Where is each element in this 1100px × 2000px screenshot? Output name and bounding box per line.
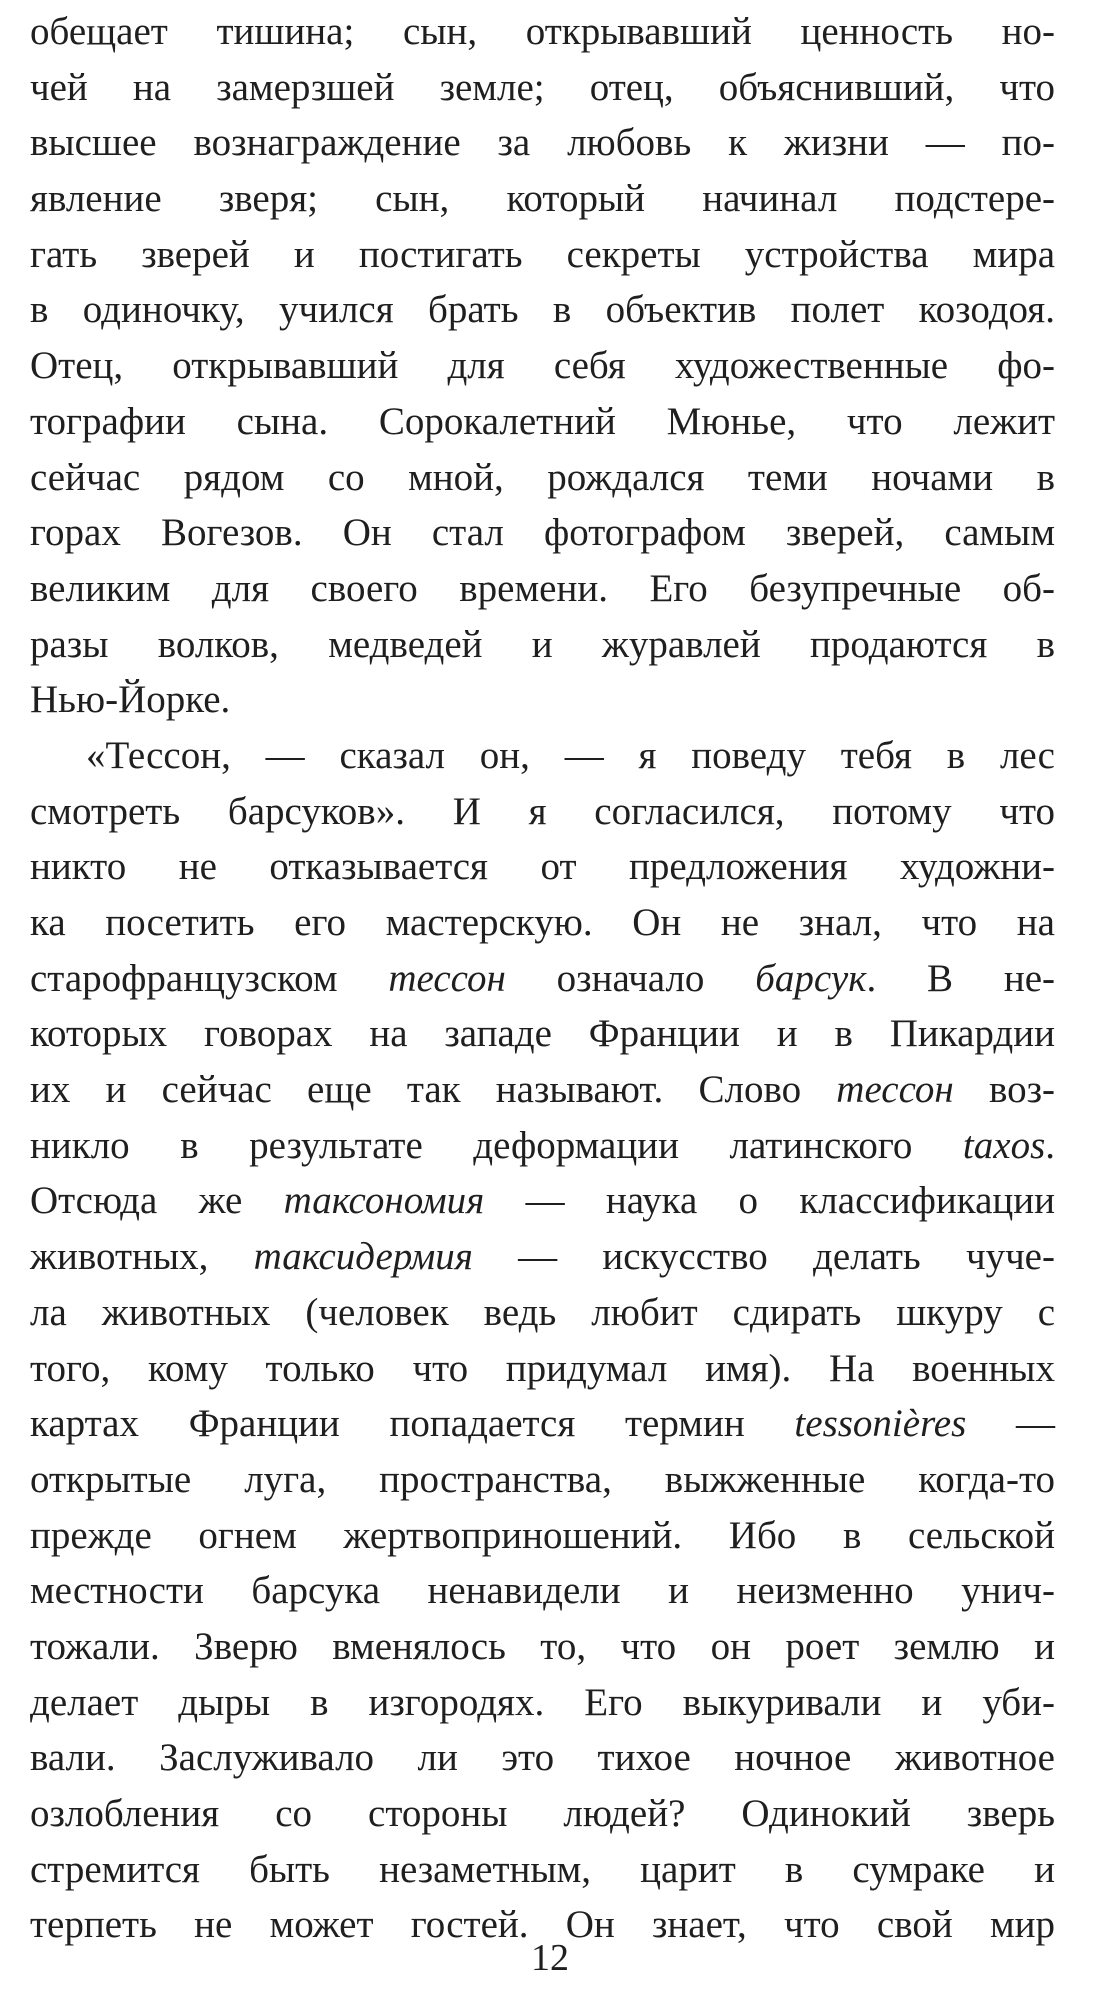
text-line: [30, 227, 1055, 283]
text-run: ла животных (человек ведь любит сдирать шкуру с: [30, 1290, 1055, 1334]
italic-term: барсук: [755, 956, 867, 1000]
text-line: [30, 1675, 1055, 1731]
body-text: [30, 4, 1055, 1953]
text-line: [30, 617, 1055, 673]
text-line: [30, 282, 1055, 338]
text-line: [30, 1730, 1055, 1786]
text-line: [30, 1786, 1055, 1842]
text-line: [30, 505, 1055, 561]
text-run: означало: [505, 956, 756, 1000]
italic-term: taxos: [962, 1123, 1046, 1167]
text-run: животных,: [30, 1235, 254, 1279]
text-run: тографии сына. Сорокалетний Мюнье, что лежит: [30, 399, 1055, 443]
italic-term: tessonières: [794, 1402, 967, 1446]
text-run: картах Франции попадается термин: [30, 1402, 795, 1446]
text-line: [30, 394, 1055, 450]
text-line: [30, 1006, 1055, 1062]
text-run: никто не отказывается от предложения художни-: [30, 845, 1055, 889]
text-line: [30, 1452, 1055, 1508]
text-line: [30, 450, 1055, 506]
text-run: .: [1045, 1123, 1055, 1167]
text-run: горах Вогезов. Он стал фотографом зверей, самым: [30, 511, 1055, 555]
text-run: местности барсука ненавидели и неизменно унич-: [30, 1569, 1055, 1613]
text-run: высшее вознаграждение за любовь к жизни — по-: [30, 121, 1055, 165]
text-run: «Тессон, — сказал он, — я поведу тебя в лес: [86, 733, 1055, 777]
text-run: которых говорах на западе Франции и в Пикардии: [30, 1012, 1055, 1056]
text-line: [30, 1118, 1055, 1174]
text-line: [30, 1229, 1055, 1285]
text-run: гать зверей и постигать секреты устройства мира: [30, 232, 1055, 276]
text-run: . В не-: [866, 956, 1055, 1000]
text-run: прежде огнем жертвоприношений. Ибо в сельской: [30, 1513, 1055, 1557]
text-run: Нью-Йорке.: [30, 678, 231, 722]
text-line: [30, 60, 1055, 116]
text-run: обещает тишина; сын, открывавший ценность но-: [30, 10, 1055, 53]
text-line: [30, 171, 1055, 227]
text-line: [30, 1173, 1055, 1229]
text-line: [30, 784, 1055, 840]
text-line: [30, 1563, 1055, 1619]
italic-term: таксономия: [283, 1179, 485, 1223]
text-run: в одиночку, учился брать в объектив полет козодоя.: [30, 288, 1055, 332]
text-run: того, кому только что придумал имя). На военных: [30, 1346, 1055, 1390]
text-line: [30, 951, 1055, 1007]
text-line: [30, 839, 1055, 895]
text-run: —: [966, 1402, 1056, 1446]
text-line: [30, 4, 1055, 60]
text-run: старофранцузском: [30, 956, 389, 1000]
text-run: великим для своего времени. Его безупречные об-: [30, 566, 1055, 610]
text-line: [30, 561, 1055, 617]
text-run: — искусство делать чуче-: [472, 1235, 1055, 1279]
text-line: [30, 1341, 1055, 1397]
text-run: их и сейчас еще так называют. Слово: [30, 1068, 837, 1112]
text-run: чей на замерзшей земле; отец, объяснивший, что: [30, 65, 1055, 109]
text-run: сейчас рядом со мной, рождался теми ночами в: [30, 455, 1055, 499]
text-run: делает дыры в изгородях. Его выкуривали и уби-: [30, 1680, 1055, 1724]
text-line: [30, 1842, 1055, 1898]
text-line: [30, 895, 1055, 951]
text-line: [30, 1508, 1055, 1564]
text-line: [30, 1619, 1055, 1675]
text-line: [30, 338, 1055, 394]
text-run: явление зверя; сын, который начинал подстере-: [30, 177, 1055, 221]
text-line: [30, 1396, 1055, 1452]
text-run: стремится быть незаметным, царит в сумраке и: [30, 1847, 1055, 1891]
text-run: терпеть не может гостей. Он знает, что свой мир: [30, 1903, 1055, 1947]
text-run: ка посетить его мастерскую. Он не знал, что на: [30, 901, 1055, 944]
text-line: [30, 728, 1055, 784]
text-line: [30, 1285, 1055, 1341]
text-line: [30, 1062, 1055, 1118]
italic-term: таксидермия: [253, 1235, 473, 1279]
text-run: разы волков, медведей и журавлей продаются в: [30, 622, 1055, 666]
text-run: воз-: [953, 1068, 1055, 1112]
text-run: Отец, открывавший для себя художественные фо-: [30, 344, 1055, 388]
text-line: [30, 115, 1055, 171]
page-number: 12: [531, 1937, 569, 1979]
text-run: — наука о классификации: [484, 1179, 1055, 1223]
text-run: Отсюда же: [30, 1179, 284, 1223]
text-line: [30, 672, 1055, 728]
text-run: смотреть барсуков». И я согласился, потому что: [30, 789, 1055, 833]
text-run: тожали. Зверю вменялось то, что он роет землю и: [30, 1624, 1055, 1668]
italic-term: тессон: [388, 956, 506, 1000]
italic-term: тессон: [836, 1068, 954, 1112]
text-run: вали. Заслуживало ли это тихое ночное животное: [30, 1736, 1055, 1780]
text-run: открытые луга, пространства, выжженные когда-то: [30, 1457, 1055, 1501]
text-run: озлобления со стороны людей? Одинокий зверь: [30, 1792, 1055, 1835]
text-run: никло в результате деформации латинского: [30, 1123, 963, 1167]
